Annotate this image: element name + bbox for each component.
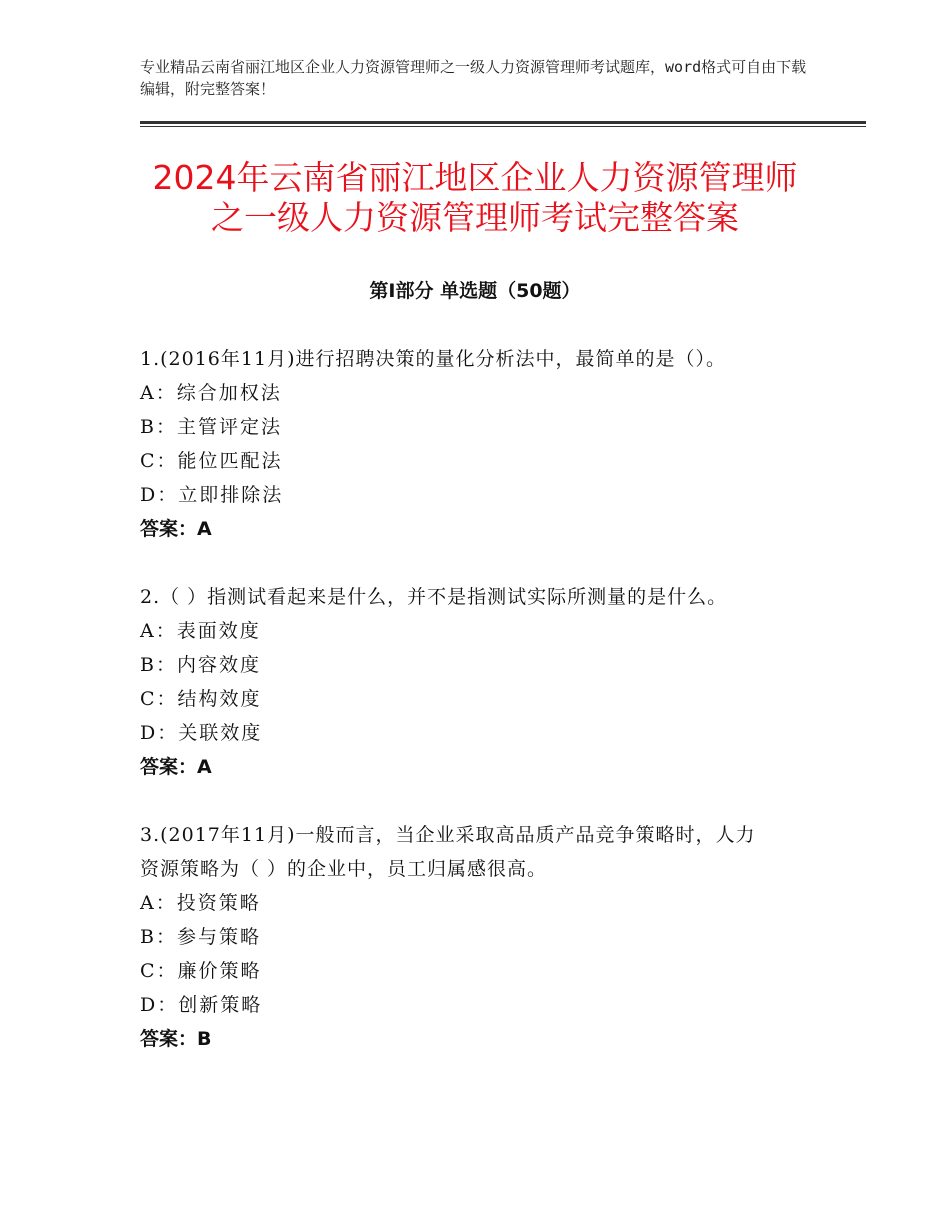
title-line-2: 之一级人力资源管理师考试完整答案 [211,198,739,237]
option-a: A：表面效度 [140,620,261,642]
question-3 [140,818,820,1056]
option-d: D：立即排除法 [140,484,284,506]
option-b: B：参与策略 [140,926,261,948]
option-c: C：结构效度 [140,688,262,710]
question-stem: 1.(2016年11月)进行招聘决策的量化分析法中，最简单的是（）。 [140,348,726,370]
header-rule-thick [140,121,866,124]
option-d: D：创新策略 [140,994,263,1016]
question-list [140,342,820,1090]
question-2 [140,580,820,784]
question-stem-line-2: 资源策略为（ ）的企业中，员工归属感很高。 [140,858,548,880]
answer: 答案：A [140,756,212,778]
option-b: B：主管评定法 [140,416,282,438]
question-1 [140,342,820,546]
section-heading: 第Ⅰ部分 单选题（50题） [369,280,581,302]
answer: 答案：A [140,518,212,540]
header-rule-thin [140,126,866,127]
option-d: D：关联效度 [140,722,263,744]
option-c: C：廉价策略 [140,960,262,982]
title-line-1: 2024年云南省丽江地区企业人力资源管理师 [152,158,798,197]
question-stem: 2.（ ）指测试看起来是什么，并不是指测试实际所测量的是什么。 [140,586,728,608]
document-title [120,158,830,238]
option-b: B：内容效度 [140,654,261,676]
option-c: C：能位匹配法 [140,450,283,472]
question-stem-line-1: 3.(2017年11月)一般而言，当企业采取高品质产品竞争策略时，人力 [140,824,756,846]
header-note: 专业精品云南省丽江地区企业人力资源管理师之一级人力资源管理师考试题库，word格式可自由下载编辑，附完整答案！ [140,58,807,98]
answer: 答案：B [140,1028,212,1050]
option-a: A：投资策略 [140,892,261,914]
option-a: A：综合加权法 [140,382,282,404]
